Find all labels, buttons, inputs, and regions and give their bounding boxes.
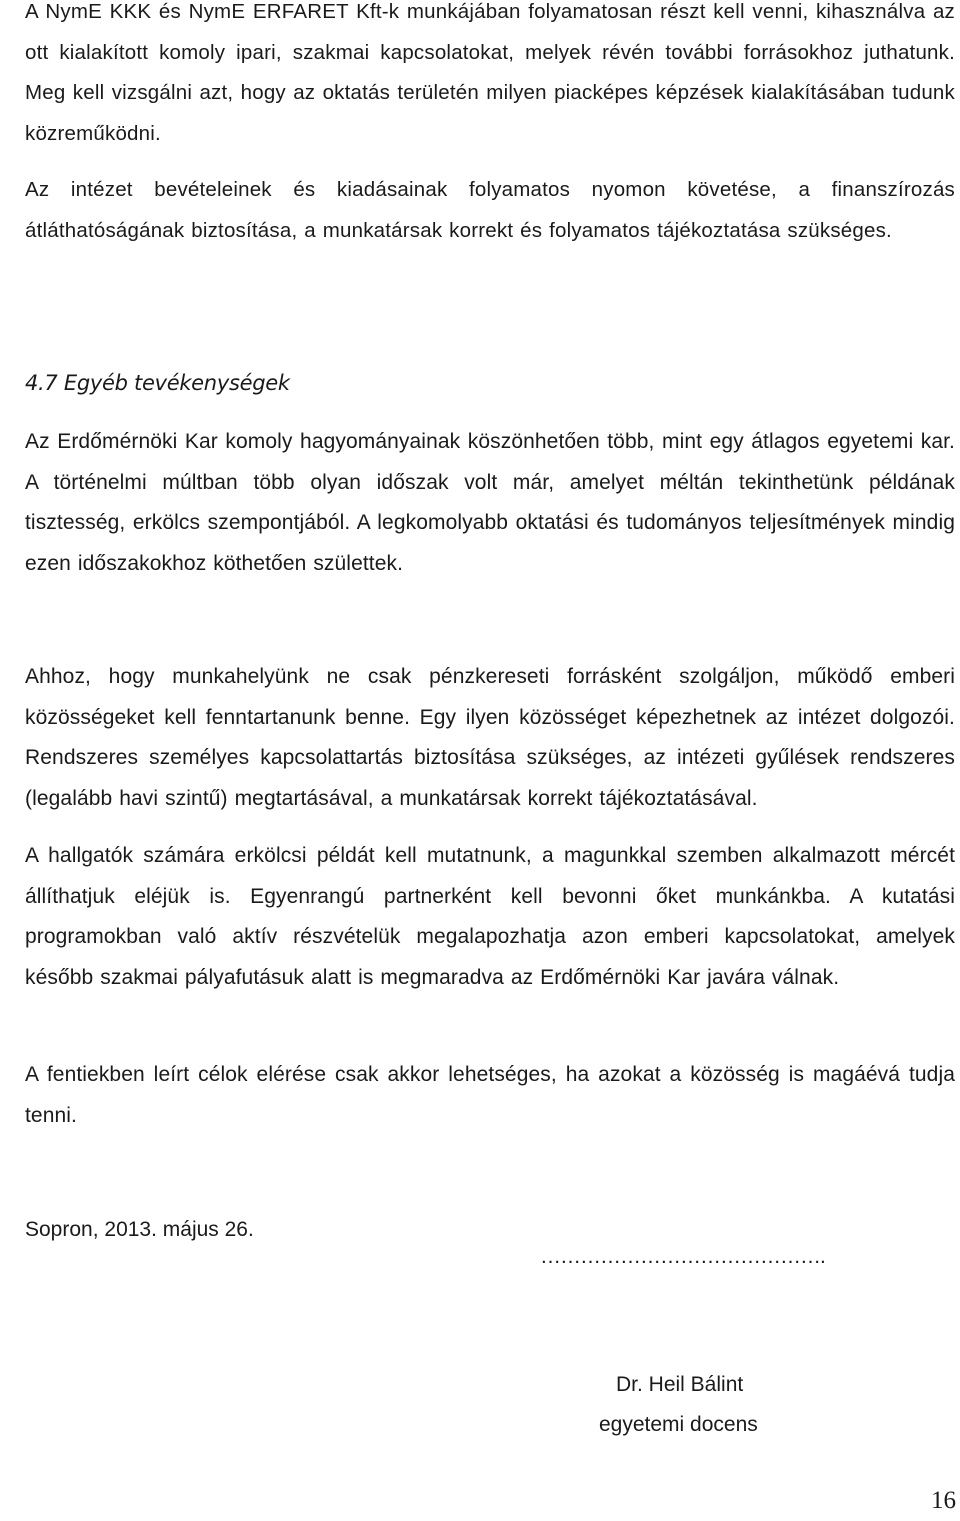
paragraph-finance-transparency: Az intézet bevételeinek és kiadásainak folyamatos nyomon követése, a finanszírozás átláthatóságának biztosítása, a munkatársak korrekt és folyamatos tájékoztatása szükséges. [25,178,955,242]
signature-block [540,1237,840,1436]
paragraph-industry-relations: A NymE KKK és NymE ERFARET Kft-k munkájában folyamatosan részt kell venni, kihasználva az ott kialakított komoly ipari, szakmai kapcsolatokat, melyek révén további forrásokhoz juthatunk. Meg kell vizsgálni azt, hogy az oktatás területén milyen piacképes képzések kialakításában tudunk közreműködni. [25,0,955,145]
paragraph-workplace-community: Ahhoz, hogy munkahelyünk ne csak pénzkereseti forrásként szolgáljon, működő emberi közösségeket kell fenntartanunk benne. Egy ilyen közösséget képezhetnek az intézet dolgozói. Rendszeres személyes kapcsolattartás biztosítása szükséges, az intézeti gyűlések rendszeres (legalább havi szintű) megtartásával, a munkatársak korrekt tájékoztatásával. [25,665,955,810]
signatory-name: Dr. Heil Bálint [616,1373,744,1396]
place-date: Sopron, 2013. május 26. [25,1218,254,1241]
section-heading: 4.7 Egyéb tevékenységek [25,371,290,395]
page-number: 16 [931,1487,956,1514]
signature-line: ……………………………………. [540,1245,825,1268]
paragraph-community-goals: A fentiekben leírt célok elérése csak akkor lehetséges, ha azokat a közösség is magáévá tudja tenni. [25,1063,955,1127]
paragraph-students-example: A hallgatók számára erkölcsi példát kell mutatnunk, a magunkkal szemben alkalmazott mércét állíthatjuk eléjük is. Egyenrangú partnerként kell bevonni őket munkánkba. A kutatási programokban való aktív részvételük megalapozhatja azon emberi kapcsolatokat, amelyek később szakmai pályafutásuk alatt is megmaradva az Erdőmérnöki Kar javára válnak. [25,844,955,989]
signatory-title: egyetemi docens [599,1413,758,1436]
paragraph-faculty-traditions: Az Erdőmérnöki Kar komoly hagyományainak köszönhetően több, mint egy átlagos egyetemi kar. A történelmi múltban több olyan időszak volt már, amelyet méltán tekinthetünk példának tisztesség, erkölcs szempontjából. A legkomolyabb oktatási és tudományos teljesítmények mindig ezen időszakokhoz köthetően születtek. [25,430,955,575]
